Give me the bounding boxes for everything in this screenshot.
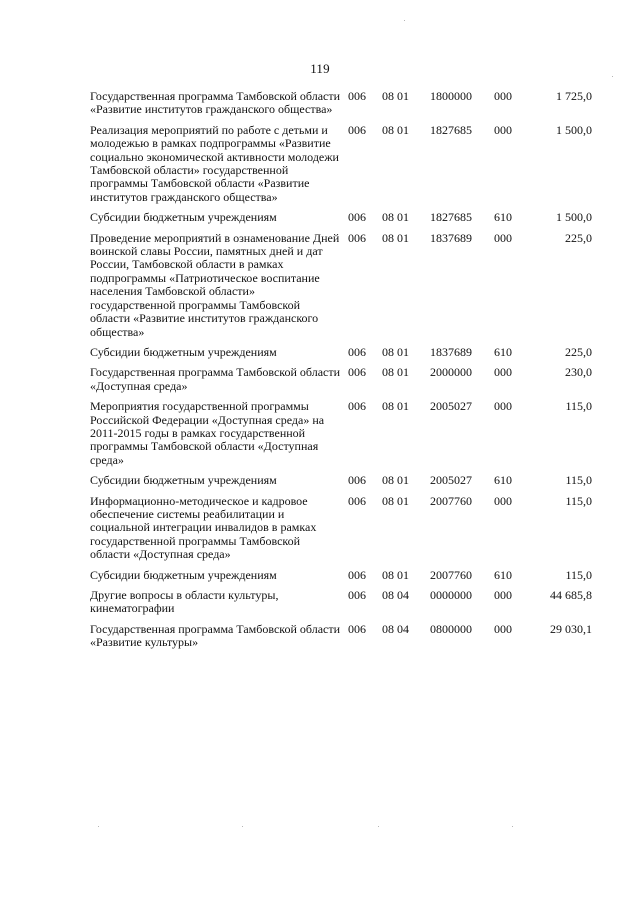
- budget-table: [90, 90, 592, 657]
- row-amount: 1 725,0: [556, 89, 592, 103]
- row-amount: 1 500,0: [556, 210, 592, 225]
- table-row: [90, 400, 592, 474]
- row-type-code: 000: [494, 230, 512, 245]
- row-name: Государственная программа Тамбовской области «Доступная среда»: [90, 365, 341, 393]
- row-name: Информационно-методическое и кадровое обеспечение системы реабилитации и социальной интеграции инвалидов в рамках государственной программы Тамбовской области «Доступная среда»: [90, 493, 317, 562]
- row-target-code: 1827685: [430, 122, 472, 137]
- row-type-code: 610: [494, 473, 512, 488]
- row-section-code: 08 01: [382, 344, 409, 359]
- row-section-code: 08 01: [382, 365, 409, 380]
- row-amount: 225,0: [565, 230, 592, 245]
- row-target-code: 2000000: [430, 365, 472, 380]
- row-name: Реализация мероприятий по работе с детьми и молодежью в рамках подпрограммы «Развитие социально экономической активности молодежи Тамбовской области» государственной программы Тамбовской области «Развитие институтов гражданского общества»: [90, 122, 339, 204]
- row-ministry-code: 006: [348, 89, 366, 103]
- row-ministry-code: 006: [348, 365, 366, 380]
- table-row: [90, 474, 592, 494]
- page-number: 119: [310, 61, 330, 76]
- row-target-code: 1837689: [430, 344, 472, 359]
- row-amount: 29 030,1: [550, 621, 592, 636]
- row-type-code: 610: [494, 567, 512, 582]
- row-ministry-code: 006: [348, 344, 366, 359]
- table-row: [90, 124, 592, 211]
- row-ministry-code: 006: [348, 230, 366, 245]
- row-ministry-code: 006: [348, 399, 366, 414]
- budget-table-body: [90, 90, 592, 657]
- row-section-code: 08 01: [382, 210, 409, 225]
- table-row: [90, 569, 592, 589]
- row-ministry-code: 006: [348, 473, 366, 488]
- scan-speck: [404, 20, 405, 21]
- row-amount: 225,0: [565, 344, 592, 359]
- table-row: [90, 589, 592, 623]
- row-target-code: 1800000: [430, 89, 472, 103]
- scan-speck: [242, 826, 243, 827]
- row-section-code: 08 01: [382, 399, 409, 414]
- row-section-code: 08 01: [382, 122, 409, 137]
- row-amount: 115,0: [565, 399, 592, 414]
- row-target-code: 1837689: [430, 230, 472, 245]
- row-type-code: 610: [494, 210, 512, 225]
- row-amount: 115,0: [565, 493, 592, 508]
- row-name: Государственная программа Тамбовской области «Развитие институтов гражданского общества»: [90, 89, 341, 117]
- row-section-code: 08 04: [382, 588, 409, 602]
- row-type-code: 000: [494, 89, 512, 103]
- row-type-code: 610: [494, 344, 512, 359]
- row-section-code: 08 04: [382, 621, 409, 636]
- row-ministry-code: 006: [348, 210, 366, 225]
- scan-speck: [98, 826, 99, 827]
- row-target-code: 2007760: [430, 567, 472, 582]
- row-target-code: 0000000: [430, 588, 472, 602]
- table-row: [90, 346, 592, 366]
- row-ministry-code: 006: [348, 588, 366, 602]
- row-amount: 1 500,0: [556, 122, 592, 137]
- row-amount: 44 685,8: [550, 588, 592, 602]
- scan-speck: [612, 76, 613, 77]
- table-row: [90, 90, 592, 124]
- row-name: Проведение мероприятий в ознаменование Дней воинской славы России, памятных дней и дат России, Тамбовской области в рамках подпрограммы «Патриотическое воспитание населения Тамбовской области» государственной программы Тамбовской области «Развитие институтов гражданского общества»: [90, 230, 340, 339]
- row-name: Другие вопросы в области культуры, кинематографии: [90, 588, 279, 616]
- row-section-code: 08 01: [382, 493, 409, 508]
- row-type-code: 000: [494, 493, 512, 508]
- row-type-code: 000: [494, 399, 512, 414]
- row-type-code: 000: [494, 122, 512, 137]
- row-target-code: 2005027: [430, 399, 472, 414]
- row-ministry-code: 006: [348, 122, 366, 137]
- row-target-code: 1827685: [430, 210, 472, 225]
- row-ministry-code: 006: [348, 493, 366, 508]
- row-name: Субсидии бюджетным учреждениям: [90, 567, 277, 582]
- scan-speck: [378, 826, 379, 827]
- table-row: [90, 623, 592, 657]
- row-amount: 230,0: [565, 365, 592, 380]
- row-target-code: 2005027: [430, 473, 472, 488]
- table-row: [90, 232, 592, 346]
- row-name: Мероприятия государственной программы Российской Федерации «Доступная среда» на 2011-2015 годы в рамках государственной программы Тамбовской области «Доступная среда»: [90, 399, 325, 467]
- row-section-code: 08 01: [382, 473, 409, 488]
- row-name: Субсидии бюджетным учреждениям: [90, 210, 277, 225]
- row-amount: 115,0: [565, 473, 592, 488]
- row-section-code: 08 01: [382, 230, 409, 245]
- row-target-code: 0800000: [430, 621, 472, 636]
- row-type-code: 000: [494, 621, 512, 636]
- scan-speck: [512, 826, 513, 827]
- row-type-code: 000: [494, 588, 512, 602]
- row-ministry-code: 006: [348, 567, 366, 582]
- row-section-code: 08 01: [382, 89, 409, 103]
- table-row: [90, 495, 592, 569]
- row-target-code: 2007760: [430, 493, 472, 508]
- table-row: [90, 211, 592, 231]
- row-amount: 115,0: [565, 567, 592, 582]
- row-section-code: 08 01: [382, 567, 409, 582]
- row-name: Государственная программа Тамбовской области «Развитие культуры»: [90, 621, 341, 650]
- row-type-code: 000: [494, 365, 512, 380]
- row-ministry-code: 006: [348, 621, 366, 636]
- row-name: Субсидии бюджетным учреждениям: [90, 473, 277, 488]
- table-row: [90, 366, 592, 400]
- row-name: Субсидии бюджетным учреждениям: [90, 344, 277, 359]
